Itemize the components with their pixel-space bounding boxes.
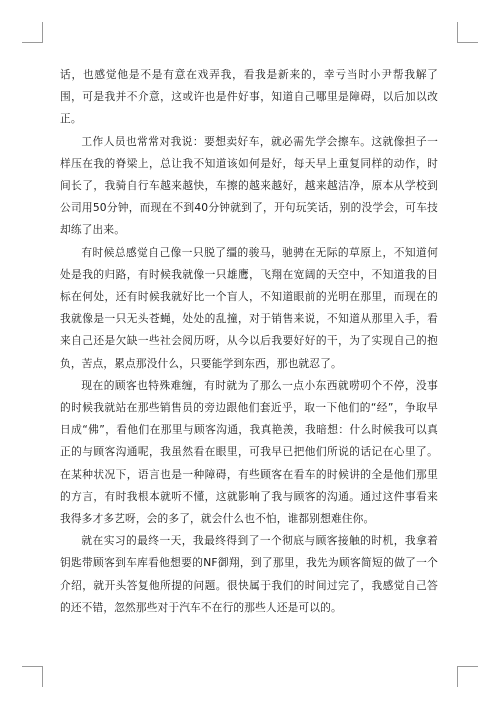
crop-mark-bottom-right xyxy=(457,666,478,687)
crop-mark-top-left xyxy=(22,22,43,43)
paragraph-last-day: 就在实习的最终一天，我最终得到了一个彻底与顾客接触的时机，我拿着钥匙带顾客到车库看他想要的NF御翔，到了那里，我先为顾客简短的做了一个介绍，就开头答复他所提的问题。很快属于我们的时间过完了，我感觉自己答的还不错，忽然那些对于汽车不在行的那些人还是可以的。 xyxy=(60,534,438,614)
paragraph-wiping-cars: 工作人员也常常对我说：要想卖好车，就必需先学会擦车。这就像担子一样压在我的脊梁上，总让我不知道该如何是好，每天早上重复同样的动作，时间长了，我骑自行车越来越快，车擦的越来越好，越来越洁净，原本从学校到公司用50分钟，而现在不到40分钟就到了，开句玩笑话，别的没学会，可车技却练了出来。 xyxy=(60,134,438,237)
paragraph-feeling-lost: 有时候总感觉自己像一只脱了缰的骏马，驰骋在无际的草原上，不知道何处是我的归路，有时候我就像一只雄鹰，飞翔在宽阔的天空中，不知道我的目标在何处，还有时候我就好比一个盲人，不知道眼前的光明在那里，而现在的我就像是一只无头苍蝇，处处的乱撞，对于销售来说，不知道从那里入手，看来自己还是欠缺一些社会阅历呀，从今以后我要好好的干，为了实现自己的抱负，苦点，累点那没什么，只要能学到东西，那也就忍了。 xyxy=(60,245,438,370)
paragraph-difficult-customers: 现在的顾客也特殊难缠，有时就为了那么一点小东西就唠叨个不停，没事的时候我就站在那些销售员的旁边跟他们套近乎，取一下他们的“经”，争取早日成“佛”，看他们在那里与顾客沟通，我真艳羡，我暗想：什么时候我可以真正的与顾客沟通呢，我虽然看在眼里，可我早已把他们所说的话记在心里了。在某种状况下，语言也是一种障碍，有些顾客在看车的时候讲的全是他们那里的方言，有时我根本就听不懂，这就影响了我与顾客的沟通。通过这件事看来我得多才多艺呀，会的多了，就会什么也不怕，谁都别想难住你。 xyxy=(60,378,438,526)
crop-mark-bottom-left xyxy=(22,666,43,687)
paragraph-continuation: 话，也感觉他是不是有意在戏弄我，看我是新来的，幸亏当时小尹帮我解了围，可是我并不介意，这或许也是件好事，知道自己哪里是障碍，以后加以改正。 xyxy=(60,68,438,126)
crop-mark-top-right xyxy=(457,22,478,43)
body-text xyxy=(60,64,438,619)
